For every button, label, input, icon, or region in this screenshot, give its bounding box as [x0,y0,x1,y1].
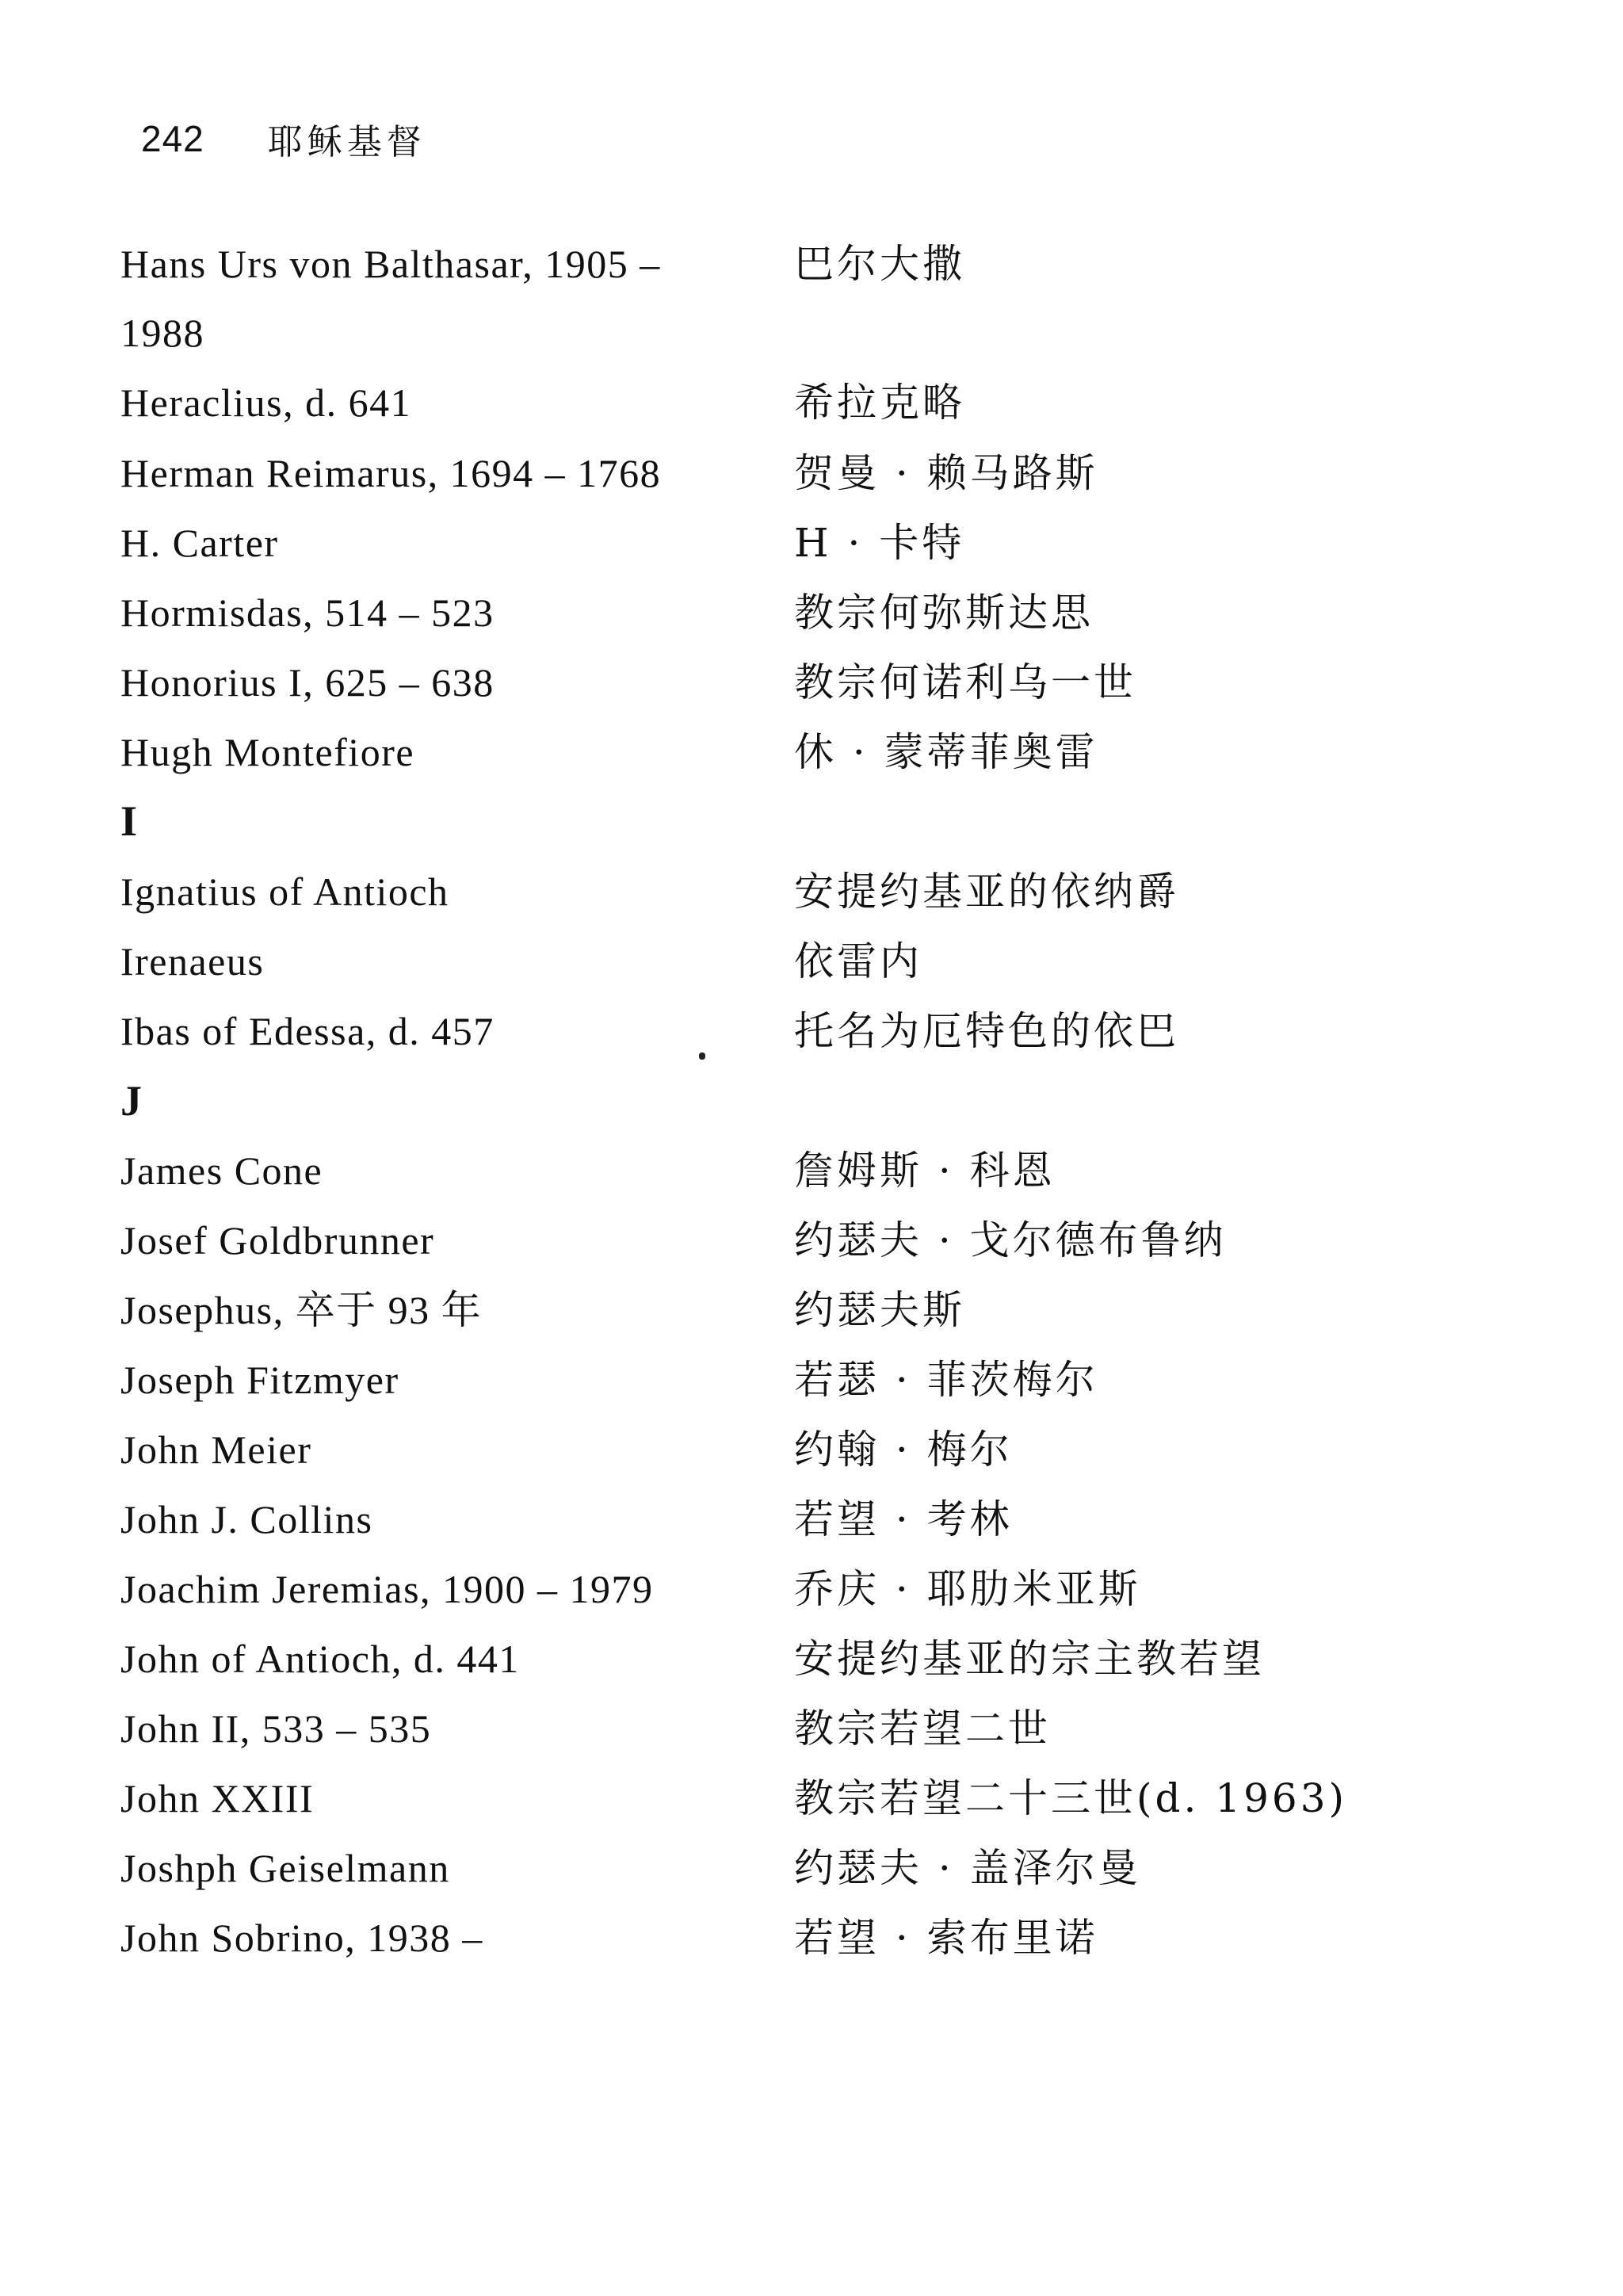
entry-name-en: Hans Urs von Balthasar, 1905 – [120,242,661,286]
entry-name-zh: 教宗何诺利乌一世 [794,659,1136,705]
page-header [141,111,426,166]
index-entry [120,1701,1388,1756]
index-entry [120,375,1388,430]
entry-name-en: Irenaeus [120,939,265,984]
entry-name-zh: 休 · 蒙蒂菲奥雷 [794,729,1098,775]
index-entry [120,1561,1388,1617]
index-entry [120,1352,1388,1408]
entry-name-en: H. Carter [120,521,279,565]
index-entry [120,1422,1388,1477]
index-entry [120,1003,1388,1059]
entry-name-zh: 若望 · 索布里诺 [794,1915,1098,1961]
index-entry [120,1492,1388,1547]
index-entry [120,864,1388,919]
index-entry [120,1213,1388,1268]
entry-name-zh: 约瑟夫斯 [794,1287,965,1333]
entry-name-en: Ibas of Edessa, d. 457 [120,1009,495,1053]
entry-name-en: Josephus, 卒于 93 年 [120,1288,483,1332]
entry-name-en: Honorius I, 625 – 638 [120,660,495,705]
entry-name-zh: 教宗若望二十三世(d. 1963) [794,1775,1348,1821]
entry-name-en: Josef Goldbrunner [120,1218,435,1263]
entry-name-en: Joachim Jeremias, 1900 – 1979 [120,1567,654,1611]
entry-name-en: Joshph Geiselmann [120,1846,450,1890]
section-letter-j: J [120,1077,142,1125]
index-entry [120,724,1388,780]
entry-name-zh: 希拉克略 [794,380,965,426]
entry-name-zh: 托名为厄特色的依巴 [794,1008,1179,1054]
index-entry [120,1840,1388,1896]
entry-name-zh: 约瑟夫 · 戈尔德布鲁纳 [794,1217,1227,1263]
entry-name-en: 1988 [120,311,204,355]
index-entry [120,1282,1388,1338]
entry-name-zh: 约瑟夫 · 盖泽尔曼 [794,1845,1141,1891]
index-entry [120,305,1388,361]
entry-name-zh: 教宗何弥斯达思 [794,590,1094,636]
index-entry [120,1910,1388,1966]
entry-name-en: John J. Collins [120,1497,373,1541]
entry-name-en: Ignatius of Antioch [120,869,449,914]
index-entry [120,236,1388,292]
entry-name-en: John Meier [120,1427,312,1472]
entry-name-zh: 安提约基亚的依纳爵 [794,869,1179,915]
entry-name-zh: 若瑟 · 菲茨梅尔 [794,1357,1098,1403]
section-letter-i: I [120,797,138,845]
print-speck [699,1052,705,1060]
entry-name-en: Hormisdas, 514 – 523 [120,590,495,635]
index-entry [120,585,1388,640]
entry-name-en: John XXIII [120,1776,315,1820]
entry-name-zh: 若望 · 考林 [794,1496,1013,1542]
index-entry [120,1143,1388,1198]
index-entry [120,515,1388,571]
entry-name-zh: 依雷内 [794,938,922,984]
index-entry [120,1631,1388,1687]
entry-name-en: Hugh Montefiore [120,730,415,774]
entry-name-zh: 安提约基亚的宗主教若望 [794,1636,1265,1682]
entry-name-zh: 贺曼 · 赖马路斯 [794,450,1098,496]
entry-name-zh: 巴尔大撒 [794,241,965,287]
entry-name-en: James Cone [120,1148,323,1193]
entry-name-zh: 约翰 · 梅尔 [794,1427,1013,1473]
entry-name-zh: 乔庆 · 耶肋米亚斯 [794,1566,1141,1612]
entry-name-en: Heraclius, d. 641 [120,380,412,425]
index-entry [120,655,1388,710]
entry-name-zh: 教宗若望二世 [794,1706,1051,1752]
entry-name-en: John of Antioch, d. 441 [120,1637,520,1681]
index-entry [120,1771,1388,1826]
index-entry [120,934,1388,989]
entry-name-en: Joseph Fitzmyer [120,1358,399,1402]
index-entry [120,445,1388,501]
running-title: 耶稣基督 [267,122,426,162]
entry-name-en: John Sobrino, 1938 – [120,1916,483,1960]
entry-name-en: Herman Reimarus, 1694 – 1768 [120,451,662,495]
entry-name-en: John II, 533 – 535 [120,1706,432,1751]
page-number: 242 [141,118,204,159]
entry-name-zh: 詹姆斯 · 科恩 [794,1148,1056,1194]
entry-name-zh: H · 卡特 [794,520,965,566]
